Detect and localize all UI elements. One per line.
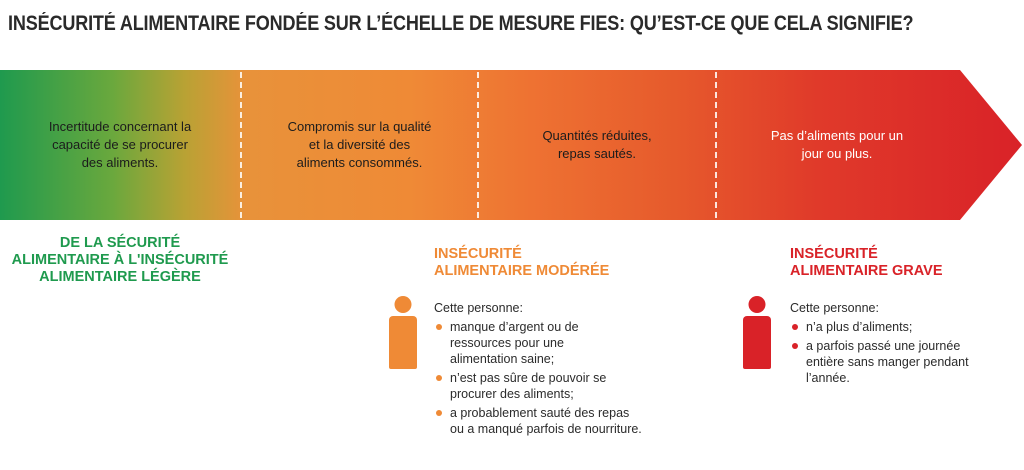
segment-text-line: et la diversité des [308, 137, 411, 152]
bullet-line: procurer des aliments; [450, 387, 574, 401]
category-heading-line: ALIMENTAIRE GRAVE [790, 263, 943, 279]
list-item [790, 338, 990, 386]
list-item [434, 319, 649, 367]
bullet-icon [792, 324, 798, 330]
bullet-line: n’a plus d’aliments; [806, 320, 913, 334]
bullet-line: n’est pas sûre de pouvoir se [450, 371, 607, 385]
bullet-line: a parfois passé une journée [806, 339, 961, 353]
bullet-icon [792, 343, 798, 349]
bullet-line: l’année. [806, 371, 850, 385]
segment-text-line: Incertitude concernant la [48, 119, 192, 134]
description-intro: Cette personne: [434, 301, 523, 315]
category-mild-heading [0, 235, 240, 286]
severe-description [790, 300, 990, 389]
segment-text-line: Quantités réduites, [542, 128, 652, 143]
bullet-line: ou a manqué parfois de nourriture. [450, 422, 642, 436]
bullet-icon [436, 375, 442, 381]
list-item [790, 319, 990, 335]
description-intro: Cette personne: [790, 301, 879, 315]
segment-text-line: repas sautés. [557, 146, 637, 161]
bullet-line: alimentation saine; [450, 352, 555, 366]
category-heading-line: INSÉCURITÉ [790, 246, 878, 262]
arrow-segment-uncertainty [0, 70, 240, 220]
bullet-line: ressources pour une [450, 336, 564, 350]
category-heading-line: INSÉCURITÉ [434, 246, 522, 262]
moderate-description [434, 300, 649, 440]
segment-text-line: des aliments. [81, 155, 159, 170]
bullet-icon [436, 324, 442, 330]
person-icon [388, 296, 418, 371]
category-heading-line: ALIMENTAIRE À L'INSÉCURITÉ [11, 252, 229, 268]
segment-text-line: jour ou plus. [801, 146, 873, 161]
bullet-line: a probablement sauté des repas [450, 406, 630, 420]
arrow-segment-no-food [717, 70, 957, 220]
list-item [434, 405, 649, 437]
bullet-line: entière sans manger pendant [806, 355, 969, 369]
bullet-line: manque d’argent ou de [450, 320, 579, 334]
segment-text-line: aliments consommés. [296, 155, 423, 170]
list-item [434, 370, 649, 402]
category-heading-line: ALIMENTAIRE MODÉRÉE [434, 263, 610, 279]
bullet-icon [436, 410, 442, 416]
segment-text-line: Compromis sur la qualité [287, 119, 432, 134]
page-title: INSÉCURITÉ ALIMENTAIRE FONDÉE SUR L’ÉCHELLE DE MESURE FIES: QU’EST-CE QUE CELA SIGNIFIE? [8, 12, 914, 35]
category-severe-heading [790, 246, 943, 280]
arrow-segment-quality [242, 70, 477, 220]
person-icon [742, 296, 772, 371]
category-heading-line: DE LA SÉCURITÉ [59, 235, 181, 251]
arrow-segment-quantity [479, 70, 715, 220]
category-moderate-heading [434, 246, 609, 280]
segment-text-line: capacité de se procurer [52, 137, 188, 152]
category-heading-line: ALIMENTAIRE LÉGÈRE [39, 269, 201, 285]
segment-text-line: Pas d’aliments pour un [770, 128, 904, 143]
